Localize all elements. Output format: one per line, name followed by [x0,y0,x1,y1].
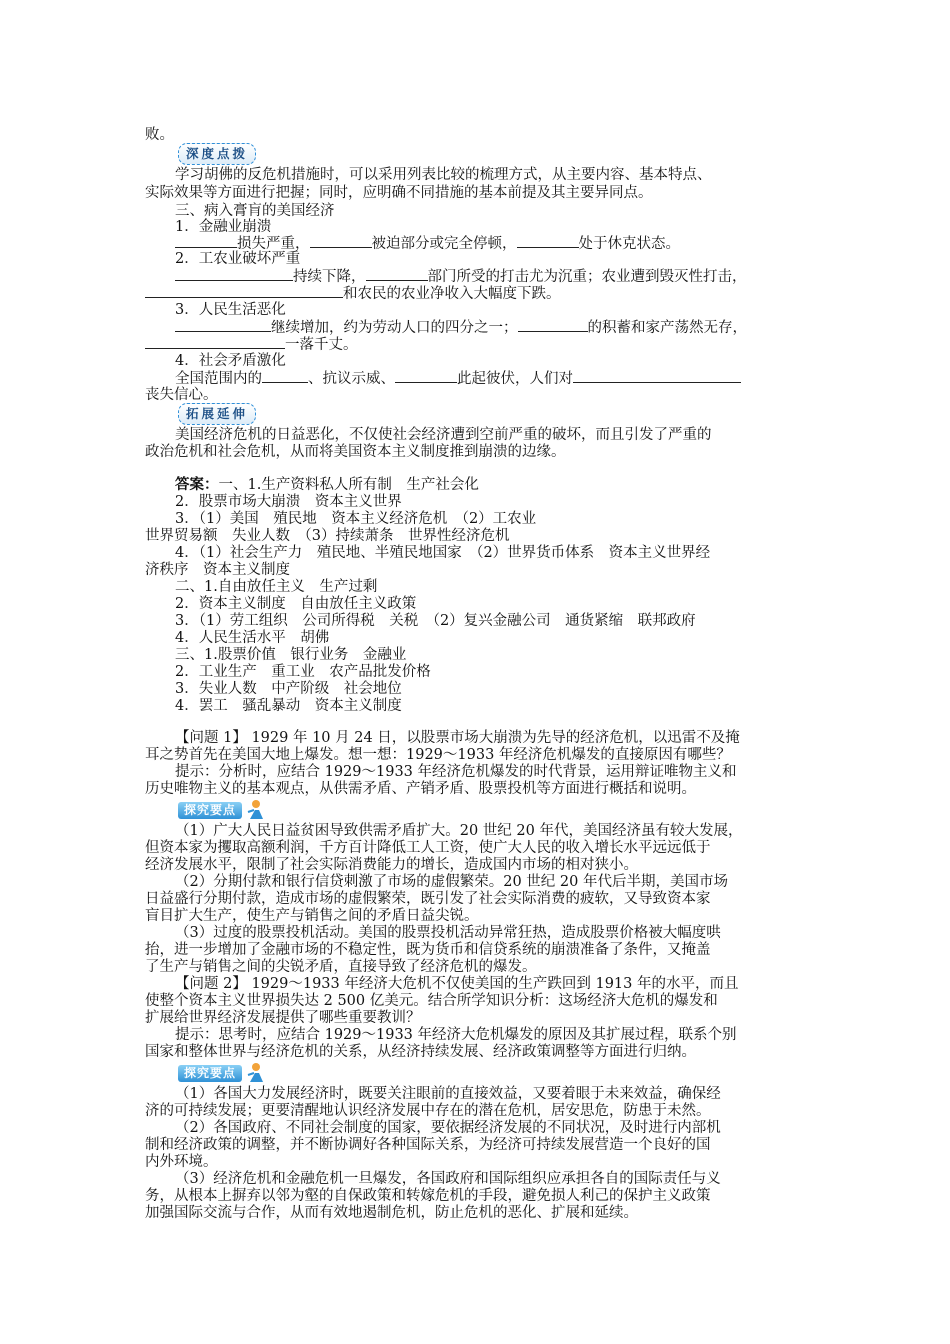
hint-text: 提示：思考时，应结合 1929～1933 年经济大危机爆发的原因及其扩展过程，联系个别 [175,1027,737,1043]
explore-text: 加强国际交流与合作，从而有效地遏制危机，防止危机的恶化、扩展和延续。 [145,1205,638,1221]
explore-text: 济的可持续发展；更要清醒地认识经济发展中存在的潜在危机，居安思危，防患于未然。 [145,1103,711,1119]
answer-blank [175,234,237,248]
section-title: 三、病入膏肓的美国经济 [175,203,335,219]
fill-in-line: 持续下降， 部门所受的打击尤为沉重；农业遭到毁灭性打击， [175,267,747,286]
explore-text: 制和经济政策的调整，并不断协调好各种国际关系，为经济可持续发展营造一个良好的国 [145,1137,711,1153]
subsection-heading: 3．人民生活恶化 [175,302,286,318]
answer-blank [573,369,741,383]
answer-blank [175,318,271,332]
answer-blank [262,369,308,383]
answer-line: 4．罢工 骚乱暴动 资本主义制度 [175,698,402,714]
figure-icon [246,1062,266,1084]
answer-line: 3．（1）美国 殖民地 资本主义经济危机 （2）工农业 [175,511,537,527]
answer-blank [395,369,457,383]
answer-line: 济秩序 资本主义制度 [145,562,290,578]
answer-line: 3．（1）劳工组织 公司所得税 关税 （2）复兴金融公司 通货紧缩 联邦政府 [175,613,696,629]
explore-text: 务，从根本上摒弃以邻为壑的自保政策和转嫁危机的手段，避免损人利己的保护主义政策 [145,1188,711,1204]
explore-text: （3）过度的股票投机活动。美国的股票投机活动异常狂热，造成股票价格被大幅度哄 [175,925,721,941]
fill-in-line: 损失严重， 被迫部分或完全停顿， 处于休克状态。 [175,234,680,253]
answer-line: 2．股票市场大崩溃 资本主义世界 [175,494,402,510]
explore-text: 内外环境。 [145,1154,218,1170]
answer-blank [518,318,588,332]
hint-text: 提示：分析时，应结合 1929～1933 年经济危机爆发的时代背景，运用辩证唯物主义和 [175,764,737,780]
explore-text: 盲目扩大生产，使生产与销售之间的矛盾日益尖锐。 [145,908,479,924]
explore-text: 但资本家为攫取高额利润，千方百计降低工人工资，使广大人民的收入增长水平远远低于 [145,840,711,856]
explore-text: 了生产与销售之间的尖锐矛盾，直接导致了经济危机的爆发。 [145,959,537,975]
fill-in-line: 和农民的农业净收入大幅度下跌。 [145,284,561,303]
figure-icon [246,799,266,821]
fill-in-line: 一落千丈。 [145,335,358,354]
answer-blank [366,267,428,281]
explore-text: （3）经济危机和金融危机一旦爆发，各国政府和国际组织应承担各自的国际责任与义 [175,1171,721,1187]
extension-badge: 拓展延伸 [178,403,256,425]
fill-in-line: 丧失信心。 [145,387,218,403]
explore-text: （2）分期付款和银行信贷刺激了市场的虚假繁荣。20 世纪 20 年代后半期，美国市场 [175,874,728,890]
continued-text: 败。 [145,127,174,143]
explore-text: （1）广大人民日益贫困导致供需矛盾扩大。20 世纪 20 年代，美国经济虽有较大发展， [175,823,743,839]
answer-blank [517,234,579,248]
explore-points-badge: 探究要点 [178,1062,266,1086]
answer-line: 世界贸易额 失业人数 （3）持续萧条 世界性经济危机 [145,528,510,544]
subsection-heading: 4．社会矛盾激化 [175,353,286,369]
extension-text: 政治危机和社会危机，从而将美国资本主义制度推到崩溃的边缘。 [145,444,566,460]
fill-in-line: 继续增加，约为劳动人口的四分之一； 的积蓄和家产荡然无存， [175,318,747,337]
question-text: 扩展给世界经济发展提供了哪些重要教训？ [145,1010,421,1026]
extension-text: 美国经济危机的日益恶化，不仅使社会经济遭到空前严重的破坏，而且引发了严重的 [175,427,712,443]
subsection-heading: 2．工农业破坏严重 [175,251,301,267]
answer-blank [310,234,372,248]
answer-line: 4．（1）社会生产力 殖民地、半殖民地国家 （2）世界货币体系 资本主义世界经 [175,545,711,561]
depth-tips-text: 学习胡佛的反危机措施时，可以采用列表比较的梳理方式，从主要内容、基本特点、 [175,167,712,183]
hint-text: 历史唯物主义的基本观点，从供需矛盾、产销矛盾、股票投机等方面进行概括和说明。 [145,781,696,797]
depth-tips-text: 实际效果等方面进行把握；同时，应明确不同措施的基本前提及其主要异同点。 [145,185,653,201]
depth-tips-badge: 深度点拨 [178,143,256,165]
answer-line: 2．资本主义制度 自由放任主义政策 [175,596,417,612]
hint-text: 国家和整体世界与经济危机的关系，从经济持续发展、经济政策调整等方面进行归纳。 [145,1044,696,1060]
explore-text: 日益盛行分期付款，造成市场的虚假繁荣，既引发了社会实际消费的疲软，又导致资本家 [145,891,711,907]
explore-text: （2）各国政府、不同社会制度的国家，要依据经济发展的不同状况，及时进行内部机 [175,1120,721,1136]
explore-text: 抬，进一步增加了金融市场的不稳定性，既为货币和信贷系统的崩溃准备了条件，又掩盖 [145,942,711,958]
explore-text: 经济发展水平，限制了社会实际消费能力的增长，造成国内市场的相对狭小。 [145,857,638,873]
answer-line: 答案：一、1.生产资料私人所有制 生产社会化 [175,476,479,493]
answer-line: 二、1.自由放任主义 生产过剩 [175,579,378,595]
answer-line: 3．失业人数 中产阶级 社会地位 [175,681,402,697]
fill-in-line: 全国范围内的 、抗议示威、 此起彼伏，人们对 [175,369,741,388]
question-text: 耳之势首先在美国大地上爆发。想一想：1929～1933 年经济危机爆发的直接原因有哪些？ [145,747,731,763]
subsection-heading: 1．金融业崩溃 [175,219,272,235]
answer-blank [175,267,293,281]
answer-label: 答案： [175,476,219,493]
explore-text: （1）各国大力发展经济时，既要关注眼前的直接效益，又要着眼于未来效益，确保经 [175,1086,721,1102]
question-text: 【问题 2】 1929～1933 年经济大危机不仅使美国的生产跌回到 1913 年的水平，而且 [175,976,739,992]
question-text: 【问题 1】 1929 年 10 月 24 日，以股票市场大崩溃为先导的经济危机，以迅雷不及掩 [175,730,740,746]
answer-blank [145,284,343,298]
answer-line: 2．工业生产 重工业 农产品批发价格 [175,664,431,680]
answer-line: 三、1.股票价值 银行业务 金融业 [175,647,407,663]
question-text: 使整个资本主义世界损失达 2 500 亿美元。结合所学知识分析：这场经济大危机的爆发和 [145,993,718,1009]
answer-line: 4．人民生活水平 胡佛 [175,630,330,646]
explore-points-badge: 探究要点 [178,799,266,823]
answer-blank [145,335,285,349]
